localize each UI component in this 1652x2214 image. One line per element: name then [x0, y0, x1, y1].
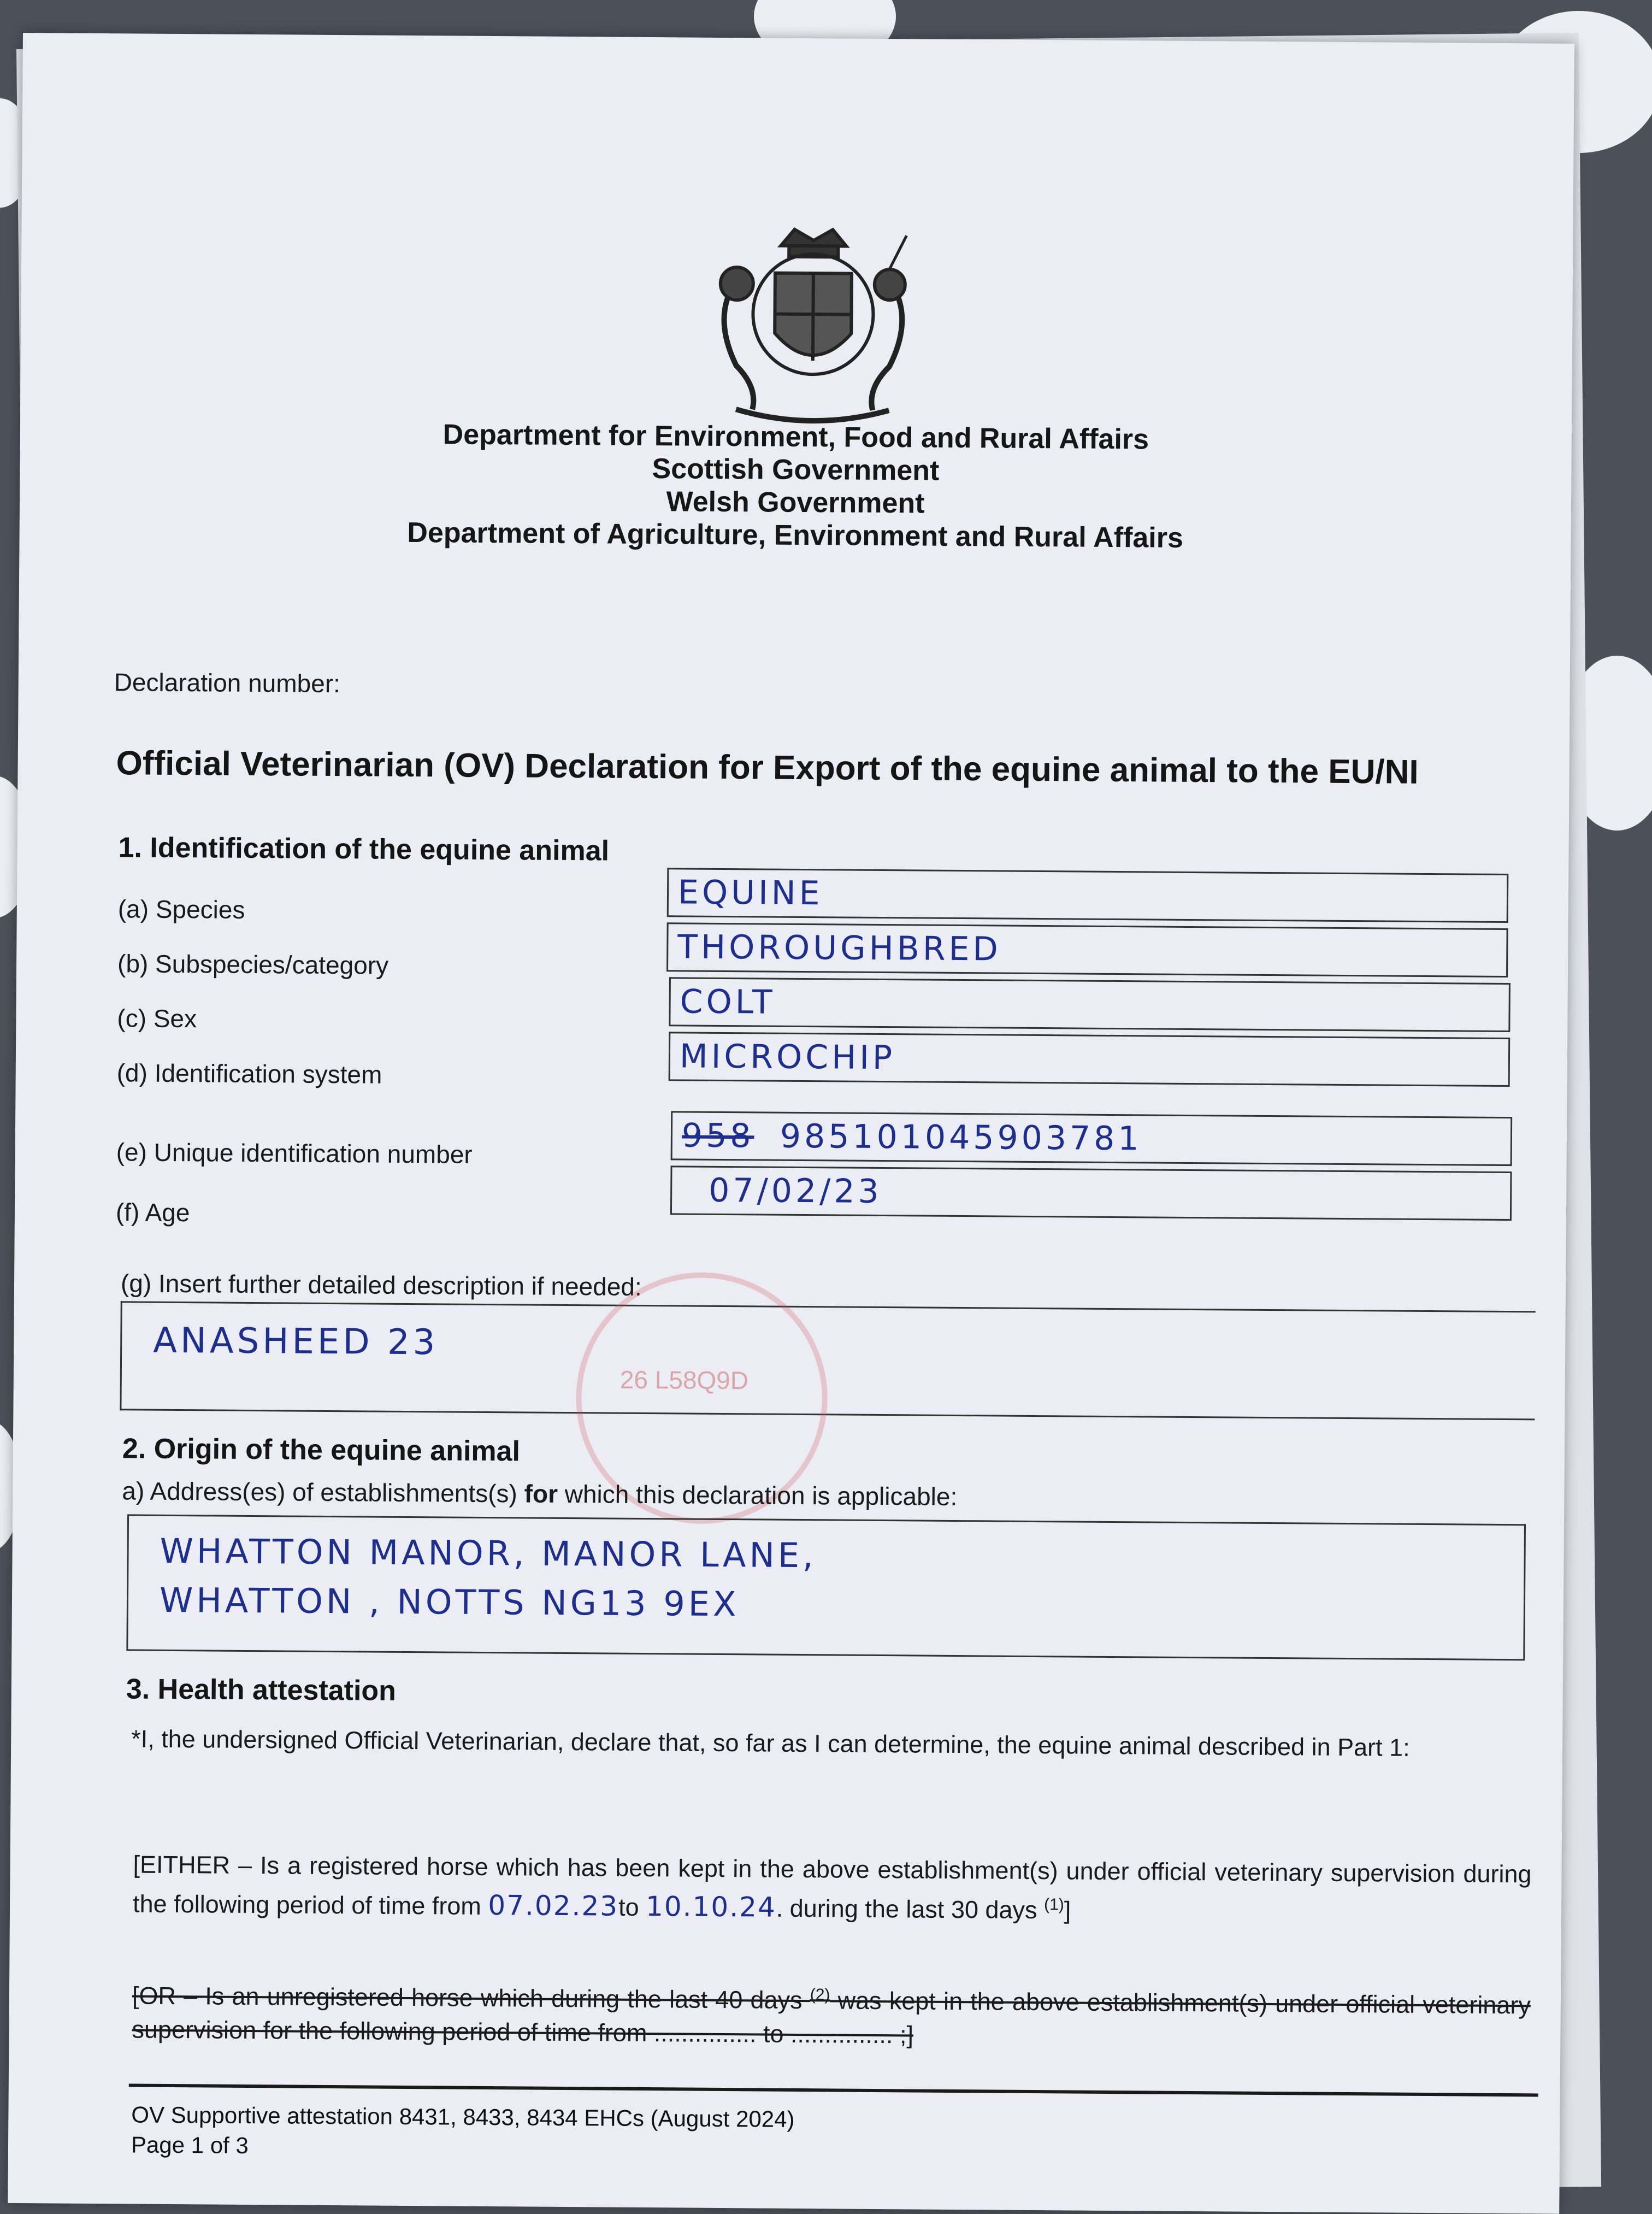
royal-coat-of-arms-icon	[698, 223, 929, 433]
age-value: 07/02/23	[708, 1171, 882, 1211]
sex-value: COLT	[680, 982, 776, 1022]
footnote-ref-2: (2)	[810, 1986, 830, 2004]
address-line-2: WHATTON , NOTTS NG13 9EX	[159, 1580, 740, 1624]
sex-field[interactable]	[669, 977, 1511, 1032]
address-line-1: WHATTON MANOR, MANOR LANE,	[160, 1530, 817, 1576]
either-clause-text: [EITHER – Is a registered horse which has been kept in the above establishment(s) under official veterinary supervision during the following period of time from	[132, 1850, 1532, 1921]
department-name: Welsh Government	[666, 486, 925, 520]
department-name: Scottish Government	[652, 453, 940, 487]
address-label-suffix: which this declaration is applicable:	[557, 1479, 958, 1511]
section-heading: 3. Health attestation	[126, 1673, 397, 1707]
field-label-identification-system: (d) Identification system	[116, 1058, 382, 1089]
species-value: EQUINE	[677, 873, 823, 913]
field-label-sex: (c) Sex	[117, 1004, 197, 1033]
document-page	[8, 33, 1574, 2214]
declaration-number-label: Declaration number:	[114, 668, 341, 698]
subspecies-value: THOROUGHBRED	[677, 928, 1001, 969]
or-clause-suffix: was kept in the above establishment(s) under official veterinary supervision for the following period of time from ............... to ............... ;]	[132, 1986, 1531, 2049]
to-word: to	[618, 1893, 639, 1921]
either-clause-suffix: . during the last 30 days	[776, 1894, 1045, 1924]
department-name: Department of Agriculture, Environment and Rural Affairs	[407, 516, 1184, 554]
field-label-age: (f) Age	[115, 1198, 190, 1227]
section-heading: 2. Origin of the equine animal	[122, 1433, 521, 1468]
health-attestation-intro: *I, the undersigned Official Veterinarian, declare that, so far as I can determine, the equine animal described in Part 1:	[131, 1724, 1410, 1762]
field-label-species: (a) Species	[117, 894, 245, 924]
field-label-description: (g) Insert further detailed description if needed:	[120, 1269, 642, 1301]
or-clause-text: [OR – Is an unregistered horse which during the last 40 days	[132, 1981, 810, 2015]
unique-id-value: 985101045903781	[780, 1117, 1142, 1158]
description-value: ANASHEED 23	[153, 1320, 439, 1363]
footer-attestation-ref: OV Supportive attestation 8431, 8433, 8434 EHCs (August 2024)	[131, 2101, 795, 2132]
field-label-unique-id: (e) Unique identification number	[116, 1138, 473, 1169]
unique-id-struck-value: 958	[681, 1116, 754, 1156]
either-clause-end: ]	[1064, 1896, 1071, 1924]
field-label-subspecies: (b) Subspecies/category	[117, 949, 389, 980]
stamp-text: 26 L58Q9D	[620, 1365, 749, 1395]
department-name: Department for Environment, Food and Rural Affairs	[442, 419, 1149, 456]
address-label-prefix: a) Address(es) of establishments(s)	[122, 1476, 524, 1508]
footnote-ref-1: (1)	[1043, 1895, 1064, 1914]
document-title: Official Veterinarian (OV) Declaration for Export of the equine animal to the EU/NI	[116, 744, 1419, 791]
footer-divider	[129, 2083, 1538, 2097]
field-label-address	[122, 1476, 957, 1511]
or-clause	[132, 1973, 1531, 2056]
identification-system-value: MICROCHIP	[679, 1037, 896, 1077]
from-date-value: 07.02.23	[488, 1889, 619, 1922]
page-number: Page 1 of 3	[131, 2131, 249, 2158]
either-clause	[133, 1847, 1532, 1930]
address-label-bold: for	[524, 1479, 558, 1508]
to-date-value: 10.10.24	[645, 1891, 776, 1923]
section-heading: 1. Identification of the equine animal	[118, 832, 610, 867]
